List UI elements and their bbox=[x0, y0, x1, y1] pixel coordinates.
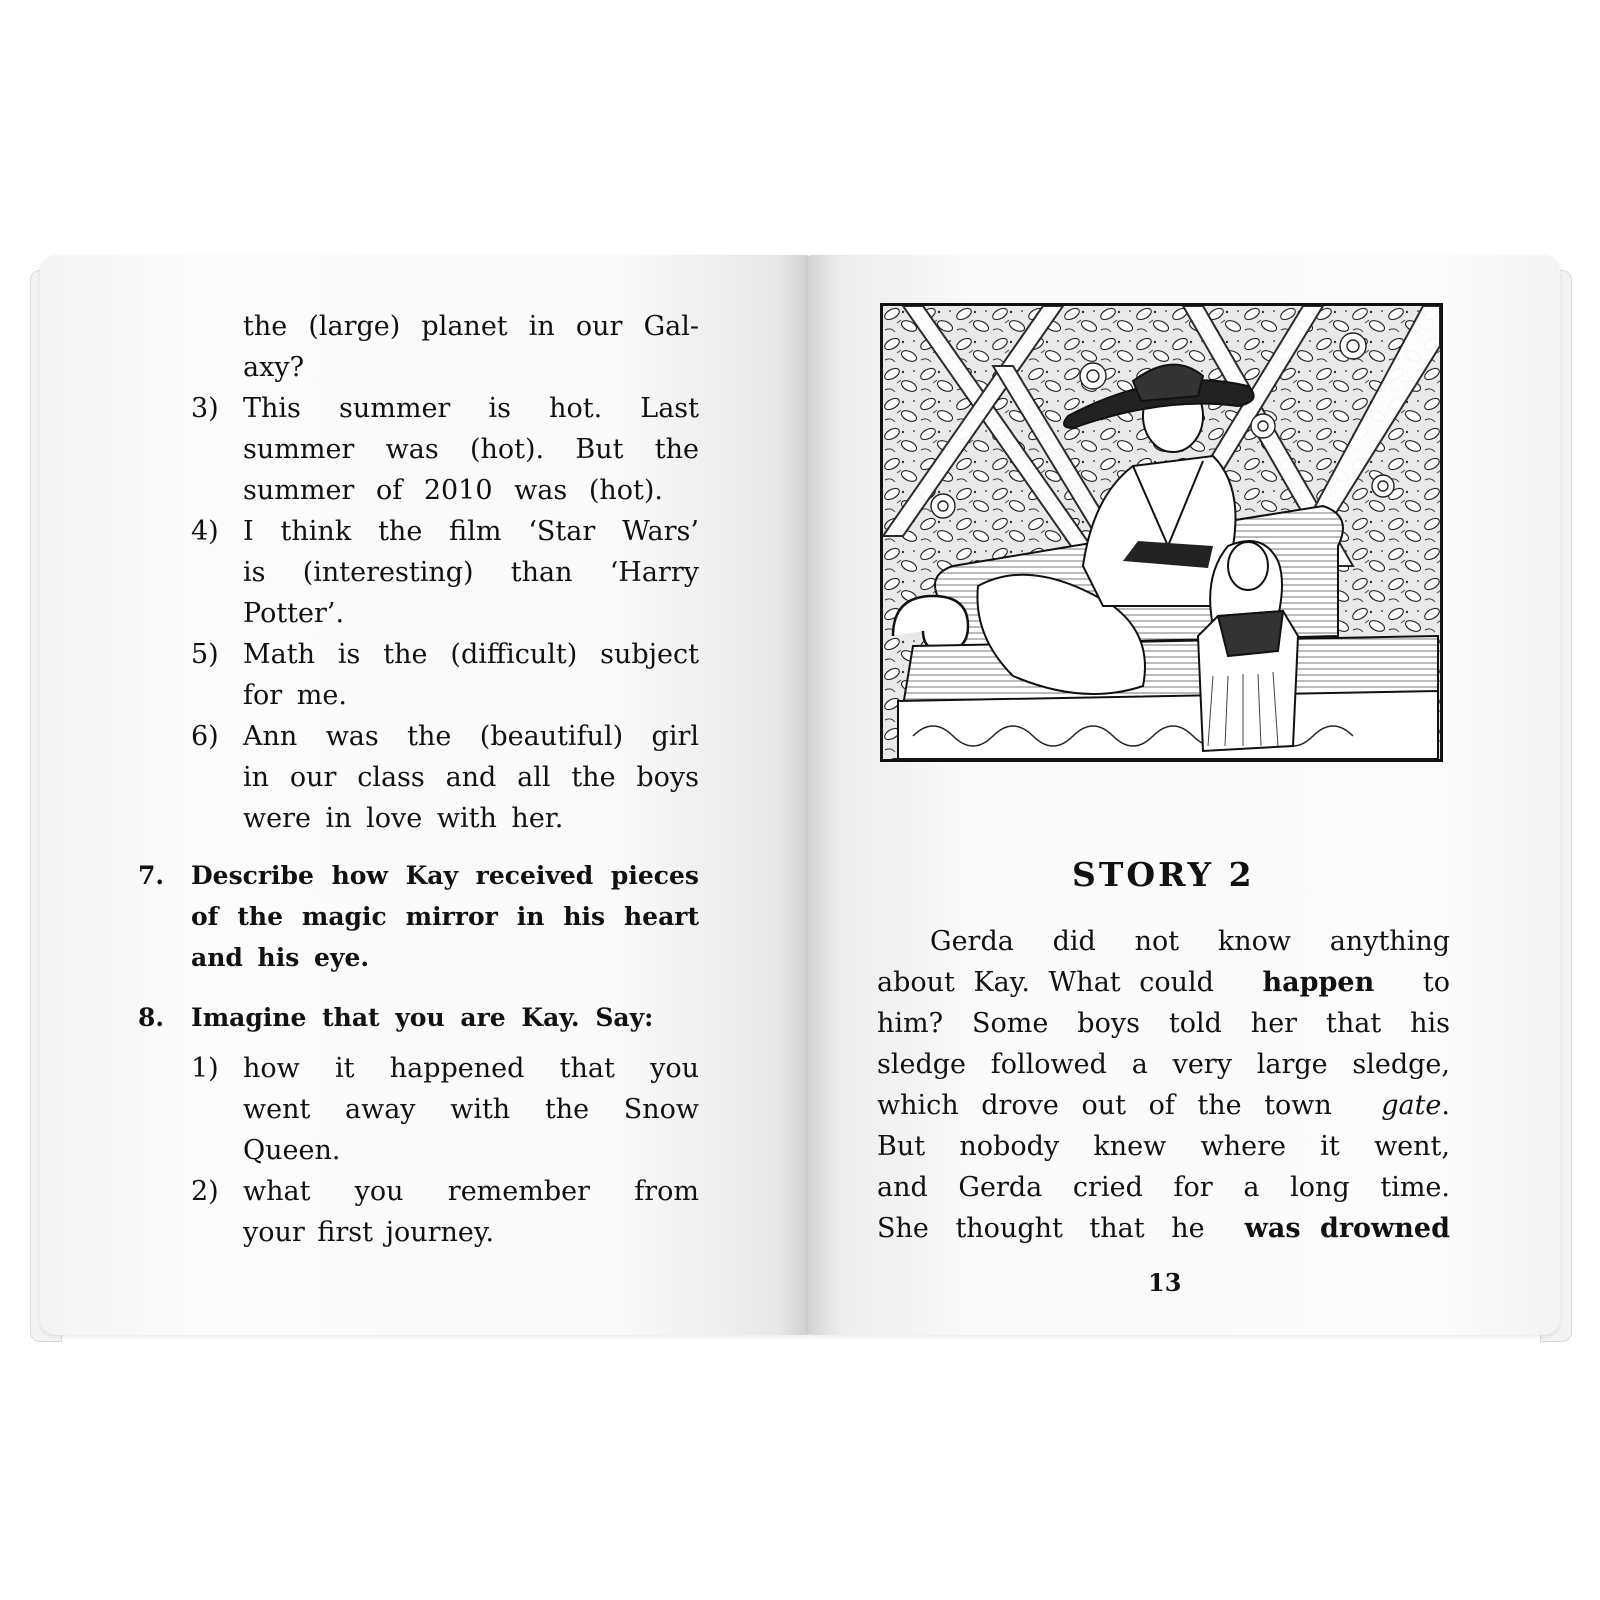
text-line: sledge followed a very large sledge, bbox=[877, 1049, 1450, 1080]
item-number: 6) bbox=[191, 721, 219, 752]
text-line: were in love with her. bbox=[243, 803, 564, 834]
text-line: I think the film ‘Star Wars’ bbox=[243, 516, 699, 547]
exercise-number: 7. bbox=[138, 861, 165, 890]
page-number: 13 bbox=[1148, 1268, 1182, 1297]
text-line: him? Some boys told her that his bbox=[877, 1008, 1450, 1039]
item-number: 3) bbox=[191, 393, 219, 424]
text-line bbox=[877, 963, 1450, 1003]
text-line: axy? bbox=[243, 352, 305, 383]
exercise-instruction: of the magic mirror in his heart bbox=[191, 902, 699, 931]
story-illustration bbox=[880, 303, 1443, 762]
story-title: STORY 2 bbox=[1072, 855, 1255, 894]
text-line: for me. bbox=[243, 680, 347, 711]
item-number: 5) bbox=[191, 639, 219, 670]
text-line: the (large) planet in our Gal- bbox=[243, 311, 699, 342]
bold-word: was drowned bbox=[1244, 1213, 1450, 1244]
text-line: and Gerda cried for a long time. bbox=[877, 1172, 1450, 1203]
exercise-number: 8. bbox=[138, 1003, 165, 1032]
text-line: Ann was the (beautiful) girl bbox=[243, 721, 699, 752]
text-segment: She thought that he bbox=[877, 1213, 1205, 1244]
text-segment bbox=[1381, 1086, 1450, 1126]
item-number: 4) bbox=[191, 516, 219, 547]
text-line: summer of 2010 was (hot). bbox=[243, 475, 663, 506]
text-line: what you remember from bbox=[243, 1176, 699, 1207]
text-line bbox=[877, 1209, 1450, 1249]
exercise-instruction: Imagine that you are Kay. Say: bbox=[191, 1003, 654, 1032]
bold-word: happen bbox=[1262, 967, 1375, 998]
illustration-drawing bbox=[883, 306, 1440, 759]
text-segment: about Kay. What could bbox=[877, 967, 1214, 998]
text-line: But nobody knew where it went, bbox=[877, 1131, 1450, 1162]
text-line: summer was (hot). But the bbox=[243, 434, 699, 465]
text-line: is (interesting) than ‘Harry bbox=[243, 557, 699, 588]
exercise-instruction: and his eye. bbox=[191, 943, 370, 972]
text-segment: . bbox=[1441, 1090, 1450, 1121]
italic-word: gate bbox=[1381, 1090, 1442, 1121]
item-number: 1) bbox=[191, 1053, 219, 1084]
text-line: This summer is hot. Last bbox=[243, 393, 699, 424]
text-line: Gerda did not know anything bbox=[930, 926, 1450, 957]
text-line: your first journey. bbox=[243, 1217, 495, 1248]
text-line: Queen. bbox=[243, 1135, 341, 1166]
text-line: in our class and all the boys bbox=[243, 762, 699, 793]
item-number: 2) bbox=[191, 1176, 219, 1207]
exercise-instruction: Describe how Kay received pieces bbox=[191, 861, 699, 890]
text-segment: to bbox=[1422, 967, 1450, 998]
text-line: Potter’. bbox=[243, 598, 345, 629]
text-line: how it happened that you bbox=[243, 1053, 699, 1084]
text-line: Math is the (difficult) subject bbox=[243, 639, 699, 670]
text-line: went away with the Snow bbox=[243, 1094, 699, 1125]
text-segment: which drove out of the town bbox=[877, 1090, 1332, 1121]
text-line bbox=[877, 1086, 1450, 1126]
